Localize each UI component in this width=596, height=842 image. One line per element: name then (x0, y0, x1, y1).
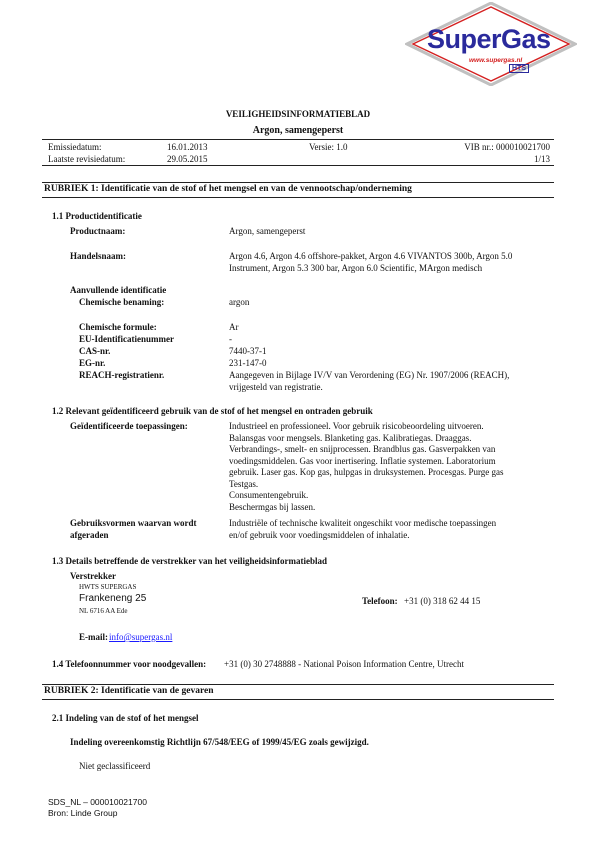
issue-date-label: Emissiedatum: (48, 142, 102, 152)
chemische-formule-value: Ar (229, 322, 239, 332)
handelsnaam-label: Handelsnaam: (70, 251, 127, 261)
email-label: E-mail: (79, 632, 108, 642)
company-name: HWTS SUPERGAS (79, 583, 137, 591)
version: Versie: 1.0 (309, 142, 348, 152)
subsection-1-1: 1.1 Productidentificatie (52, 211, 142, 221)
subsection-1-2: 1.2 Relevant geïdentificeerd gebruik van de stof of het mengsel en ontraden gebruik (52, 406, 373, 416)
toepassingen-line: voedingsmiddelen. Gas voor inertisering. Inflatie systemen. Laboratorium (229, 455, 496, 466)
section-1-title: RUBRIEK 1: Identificatie van de stof of het mengsel en van de vennootschap/onderneming (44, 184, 412, 194)
noodnummer-value: +31 (0) 30 2748888 - National Poison Information Centre, Utrecht (224, 659, 465, 669)
productnaam-label: Productnaam: (70, 226, 126, 236)
page-number: 1/13 (533, 154, 550, 164)
document-title: VEILIGHEIDSINFORMATIEBLAD (225, 109, 371, 119)
company-city: NL 6716 AA Ede (79, 607, 128, 615)
eu-id-value: - (229, 334, 232, 344)
email-link[interactable]: info@supergas.nl (109, 632, 173, 642)
ontraden-label-line-2: afgeraden (70, 530, 109, 540)
ontraden-line-1: Industriële of technische kwaliteit ongeschikt voor medische toepassingen (229, 518, 497, 528)
eu-id-label: EU-Identificatienummer (79, 334, 174, 344)
cas-label: CAS-nr. (79, 346, 111, 356)
ontraden-label-line-1: Gebruiksvormen waarvan wordt (70, 518, 197, 528)
eg-label: EG-nr. (79, 358, 106, 368)
footer-sds: SDS_NL – 000010021700 (48, 797, 147, 807)
aanvullende-identificatie-label: Aanvullende identificatie (70, 285, 167, 295)
handelsnaam-line-2: Instrument, Argon 5.3 300 bar, Argon 6.0 Scientific, MArgon medisch (229, 263, 483, 273)
revision-date: 29.05.2015 (167, 154, 208, 164)
eg-value: 231-147-0 (229, 358, 267, 368)
toepassingen-line: Balansgas voor mengsels. Blanketing gas. Kalibratiegas. Draaggas. (229, 432, 472, 443)
document-subtitle: Argon, samengeperst (252, 125, 344, 136)
issue-date: 16.01.2013 (167, 142, 208, 152)
toepassingen-line: Industrieel en professioneel. Voor gebruik risicobeoordeling uitvoeren. (229, 421, 484, 431)
verstrekker-label: Verstrekker (70, 571, 116, 581)
handelsnaam-line-1: Argon 4.6, Argon 4.6 offshore-pakket, Argon 4.6 VIVANTOS 300b, Argon 5.0 (229, 251, 513, 261)
niet-geclassificeerd: Niet geclassificeerd (79, 761, 151, 771)
telefoon-label: Telefoon: (362, 596, 398, 606)
toepassingen-line: Consumentengebruik. (229, 490, 309, 500)
revision-date-label: Laatste revisiedatum: (48, 154, 126, 164)
indeling-text: Indeling overeenkomstig Richtlijn 67/548/EEG of 1999/45/EG zoals gewijzigd. (70, 737, 369, 747)
vib-number: VIB nr.: 000010021700 (464, 142, 550, 152)
footer-bron: Bron: Linde Group (48, 808, 118, 818)
logo-mark: HTS (509, 64, 529, 73)
reach-line-2: vrijgesteld van registratie. (229, 382, 323, 392)
toepassingen-line: Beschermgas bij lassen. (229, 501, 316, 512)
header-divider-top (42, 139, 554, 140)
toepassingen-line: Verbrandings-, smelt- en snijprocessen. Brandblus gas. Gasverpakken van (229, 444, 496, 454)
logo-url: www.supergas.nl (469, 57, 523, 64)
productnaam-value: Argon, samengeperst (229, 226, 306, 236)
chemische-formule-label: Chemische formule: (79, 322, 157, 332)
section-1-header (42, 182, 554, 198)
section-2-title: RUBRIEK 2: Identificatie van de gevaren (44, 686, 214, 696)
chemische-benaming-label: Chemische benaming: (79, 297, 165, 307)
toepassingen-label: Geïdentificeerde toepassingen: (70, 421, 188, 431)
header-divider-bottom (42, 165, 554, 166)
cas-value: 7440-37-1 (229, 346, 267, 356)
reach-label: REACH-registratienr. (79, 370, 165, 380)
company-street: Frankeneng 25 (79, 593, 147, 604)
subsection-1-3: 1.3 Details betreffende de verstrekker van het veiligheidsinformatieblad (52, 556, 327, 566)
logo-brand: SuperGas (427, 24, 551, 54)
toepassingen-line: Testgas. (229, 478, 259, 489)
toepassingen-line: gebruik. Laser gas. Kop gas, hulpgas in druksystemen. Procesgas. Purge gas (229, 467, 504, 477)
section-2-header (42, 684, 554, 700)
toepassingen-list (229, 421, 549, 513)
subsection-2-1: 2.1 Indeling van de stof of het mengsel (52, 713, 199, 723)
telefoon-value: +31 (0) 318 62 44 15 (404, 596, 481, 606)
noodnummer-label: 1.4 Telefoonnummer voor noodgevallen: (52, 659, 207, 669)
chemische-benaming-value: argon (229, 297, 250, 307)
reach-line-1: Aangegeven in Bijlage IV/V van Verordening (EG) Nr. 1907/2006 (REACH), (229, 370, 510, 380)
supergas-logo (405, 2, 577, 86)
ontraden-line-2: en/of gebruik voor voedingsmiddelen of inhalatie. (229, 530, 410, 540)
